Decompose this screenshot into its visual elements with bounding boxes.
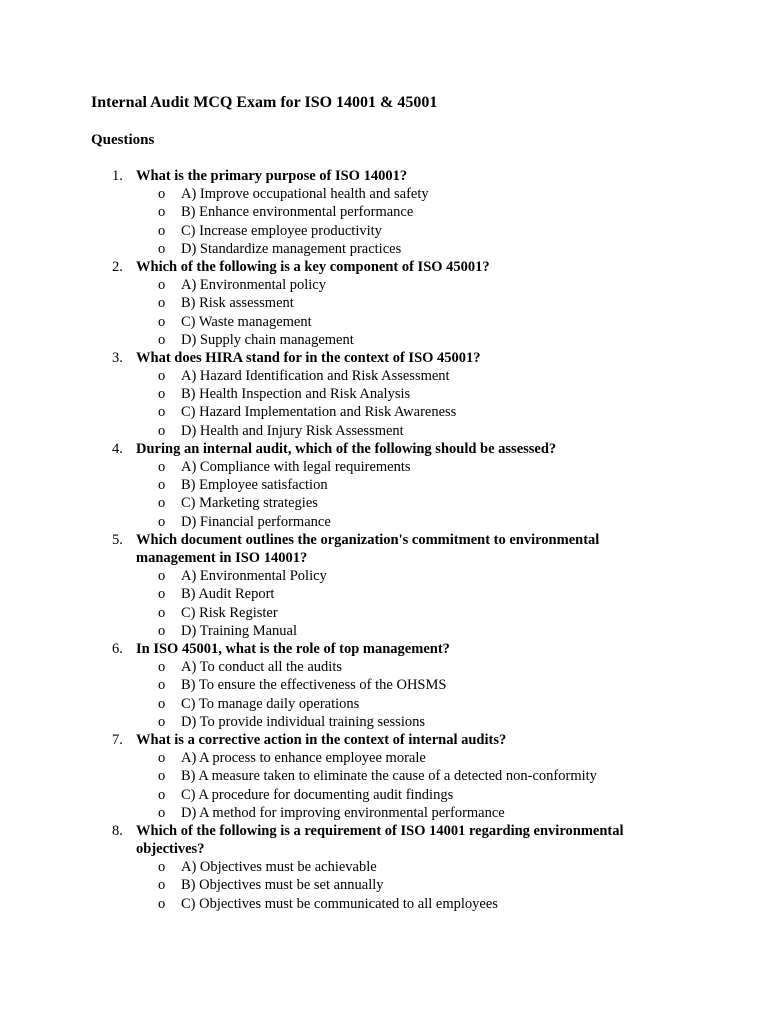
question-number: 5. — [112, 531, 123, 548]
bullet-marker: o — [158, 368, 166, 385]
answer-option — [0, 422, 768, 440]
question-number: 3. — [112, 349, 123, 366]
answer-option — [0, 585, 768, 603]
bullet-marker: o — [158, 895, 166, 912]
bullet-marker: o — [158, 677, 166, 694]
answer-option — [0, 313, 768, 331]
question-item — [0, 640, 768, 731]
answer-option — [0, 567, 768, 585]
option-list — [0, 458, 768, 531]
answer-option — [0, 476, 768, 494]
answer-option — [0, 276, 768, 294]
answer-option — [0, 513, 768, 531]
option-text: A) Improve occupational health and safety — [181, 186, 429, 203]
option-text: B) Risk assessment — [181, 295, 294, 312]
answer-option — [0, 749, 768, 767]
option-text: C) Risk Register — [181, 604, 278, 621]
option-list — [0, 276, 768, 349]
answer-option — [0, 858, 768, 876]
bullet-marker: o — [158, 477, 166, 494]
answer-option — [0, 403, 768, 421]
document-title: Internal Audit MCQ Exam for ISO 14001 & 45001 — [91, 94, 438, 111]
option-text: B) A measure taken to eliminate the cause of a detected non-conformity — [181, 768, 597, 785]
bullet-marker: o — [158, 859, 166, 876]
bullet-marker: o — [158, 331, 166, 348]
option-text: A) To conduct all the audits — [181, 659, 343, 676]
bullet-marker: o — [158, 659, 166, 676]
answer-option — [0, 331, 768, 349]
question-text: What does HIRA stand for in the context of ISO 45001? — [136, 349, 481, 366]
answer-option — [0, 804, 768, 822]
answer-option — [0, 185, 768, 203]
question-text: Which of the following is a requirement of ISO 14001 regarding environmental objectives? — [136, 822, 624, 858]
option-text: A) Compliance with legal requirements — [181, 459, 411, 476]
answer-option — [0, 385, 768, 403]
option-text: D) To provide individual training sessions — [181, 713, 425, 730]
answer-option — [0, 695, 768, 713]
option-text: B) Audit Report — [181, 586, 275, 603]
option-list — [0, 858, 768, 913]
option-text: D) A method for improving environmental performance — [181, 804, 505, 821]
bullet-marker: o — [158, 240, 166, 257]
question-text: In ISO 45001, what is the role of top management? — [136, 640, 450, 657]
bullet-marker: o — [158, 295, 166, 312]
question-item — [0, 258, 768, 349]
answer-option — [0, 494, 768, 512]
question-number: 1. — [112, 168, 123, 184]
bullet-marker: o — [158, 513, 166, 530]
bullet-marker: o — [158, 768, 166, 785]
option-text: C) A procedure for documenting audit findings — [181, 786, 454, 803]
answer-option — [0, 604, 768, 622]
question-text: What is a corrective action in the context of internal audits? — [136, 731, 507, 748]
bullet-marker: o — [158, 604, 166, 621]
bullet-marker: o — [158, 204, 166, 221]
question-item — [0, 167, 768, 258]
answer-option — [0, 240, 768, 258]
option-text: C) Increase employee productivity — [181, 222, 382, 239]
option-text: A) A process to enhance employee morale — [181, 750, 426, 767]
bullet-marker: o — [158, 695, 166, 712]
question-text: Which of the following is a key component of ISO 45001? — [136, 258, 490, 275]
question-item — [0, 731, 768, 822]
bullet-marker: o — [158, 186, 166, 203]
option-text: C) Marketing strategies — [181, 495, 318, 512]
option-list — [0, 567, 768, 640]
question-number: 4. — [112, 440, 123, 457]
answer-option — [0, 767, 768, 785]
option-text: C) Objectives must be communicated to all employees — [181, 895, 498, 912]
option-text: C) To manage daily operations — [181, 695, 360, 712]
bullet-marker: o — [158, 750, 166, 767]
bullet-marker: o — [158, 386, 166, 403]
answer-option — [0, 458, 768, 476]
answer-option — [0, 895, 768, 913]
option-list — [0, 749, 768, 822]
answer-option — [0, 203, 768, 221]
option-text: D) Standardize management practices — [181, 240, 402, 257]
bullet-marker: o — [158, 459, 166, 476]
bullet-marker: o — [158, 277, 166, 294]
question-number: 7. — [112, 731, 123, 748]
question-list — [0, 167, 768, 913]
answer-option — [0, 786, 768, 804]
question-item — [0, 822, 768, 913]
answer-option — [0, 658, 768, 676]
answer-option — [0, 622, 768, 640]
option-list — [0, 185, 768, 258]
question-item — [0, 440, 768, 531]
option-text: B) Enhance environmental performance — [181, 204, 414, 221]
bullet-marker: o — [158, 877, 166, 894]
option-list — [0, 658, 768, 731]
bullet-marker: o — [158, 568, 166, 585]
bullet-marker: o — [158, 222, 166, 239]
question-item — [0, 349, 768, 440]
option-text: D) Health and Injury Risk Assessment — [181, 422, 404, 439]
bullet-marker: o — [158, 586, 166, 603]
bullet-marker: o — [158, 786, 166, 803]
bullet-marker: o — [158, 313, 166, 330]
option-list — [0, 367, 768, 440]
answer-option — [0, 876, 768, 894]
question-text: During an internal audit, which of the following should be assessed? — [136, 440, 557, 457]
bullet-marker: o — [158, 713, 166, 730]
question-number: 6. — [112, 640, 123, 657]
question-text: What is the primary purpose of ISO 14001? — [136, 168, 408, 184]
answer-option — [0, 713, 768, 731]
option-text: B) To ensure the effectiveness of the OHSMS — [181, 677, 447, 694]
bullet-marker: o — [158, 622, 166, 639]
bullet-marker: o — [158, 804, 166, 821]
option-text: B) Health Inspection and Risk Analysis — [181, 386, 411, 403]
option-text: A) Hazard Identification and Risk Assessment — [181, 368, 450, 385]
answer-option — [0, 294, 768, 312]
option-text: D) Financial performance — [181, 513, 331, 530]
bullet-marker: o — [158, 495, 166, 512]
question-number: 2. — [112, 258, 123, 275]
question-number: 8. — [112, 822, 123, 839]
answer-option — [0, 222, 768, 240]
option-text: C) Waste management — [181, 313, 312, 330]
option-text: B) Objectives must be set annually — [181, 877, 384, 894]
option-text: A) Objectives must be achievable — [181, 859, 377, 876]
option-text: C) Hazard Implementation and Risk Awareness — [181, 404, 457, 421]
section-heading: Questions — [91, 132, 155, 148]
option-text: A) Environmental Policy — [181, 568, 327, 585]
answer-option — [0, 367, 768, 385]
bullet-marker: o — [158, 422, 166, 439]
option-text: D) Supply chain management — [181, 331, 354, 348]
option-text: D) Training Manual — [181, 622, 297, 639]
answer-option — [0, 676, 768, 694]
option-text: A) Environmental policy — [181, 277, 326, 294]
question-item — [0, 531, 768, 640]
question-text: Which document outlines the organization's commitment to environmental management in ISO 14001? — [136, 531, 600, 567]
bullet-marker: o — [158, 404, 166, 421]
option-text: B) Employee satisfaction — [181, 477, 328, 494]
